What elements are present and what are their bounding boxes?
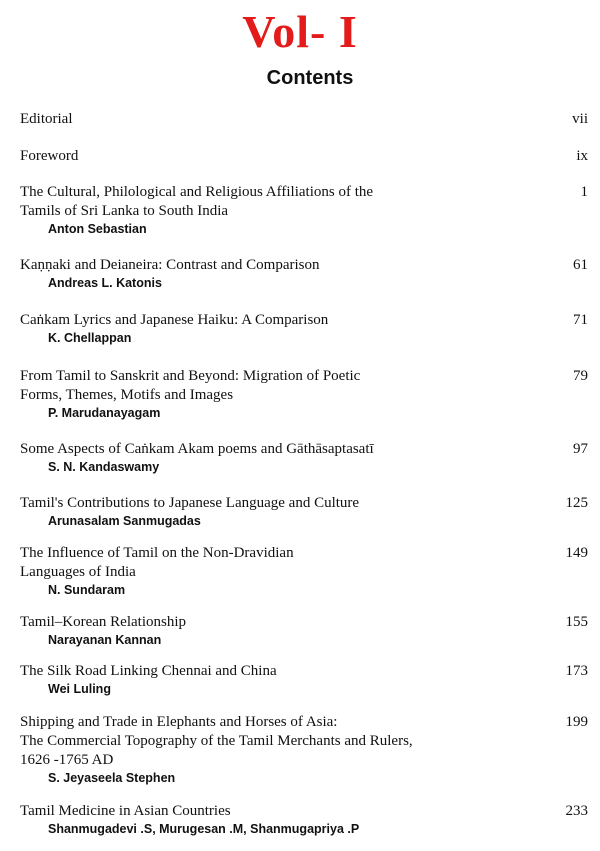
entry-author: Andreas L. Katonis — [48, 276, 162, 290]
entry-page-number: 97 — [573, 441, 588, 457]
entry-title: From Tamil to Sanskrit and Beyond: Migration of Poetic Forms, Themes, Motifs and Images — [20, 368, 361, 403]
entry-author: Wei Luling — [48, 682, 111, 696]
entry-title: Tamil's Contributions to Japanese Language and Culture — [20, 495, 360, 511]
entry-title: The Cultural, Philological and Religious Affiliations of the Tamils of Sri Lanka to South India — [20, 184, 374, 219]
toc-entry — [20, 367, 588, 421]
entry-author: Shanmugadevi .S, Murugesan .M, Shanmugapriya .P — [48, 822, 360, 836]
entry-page-number: 155 — [565, 614, 588, 630]
entry-title: The Silk Road Linking Chennai and China — [20, 663, 277, 679]
entry-page-number: 79 — [573, 368, 588, 384]
toc-entry — [20, 662, 588, 697]
entry-author: Arunasalam Sanmugadas — [48, 514, 201, 528]
toc-entry — [20, 110, 588, 129]
entry-author: N. Sundaram — [48, 583, 126, 597]
toc-entry — [20, 713, 588, 786]
entry-title: Tamil Medicine in Asian Countries — [20, 803, 231, 819]
entry-page-number: vii — [572, 111, 588, 127]
entry-author: S. Jeyaseela Stephen — [48, 771, 176, 785]
entry-title: The Influence of Tamil on the Non-Dravidian Languages of India — [20, 545, 294, 580]
entry-author: Narayanan Kannan — [48, 633, 162, 647]
entry-title: Caṅkam Lyrics and Japanese Haiku: A Comparison — [20, 312, 329, 328]
entry-title: Kaṇṇaki and Deianeira: Contrast and Comparison — [20, 257, 320, 273]
volume-title: Vol- I — [242, 6, 358, 57]
entry-page-number: 199 — [565, 714, 588, 730]
toc-entry — [20, 147, 588, 166]
entry-page-number: ix — [576, 148, 588, 164]
entry-page-number: 71 — [573, 312, 588, 328]
entry-title: Editorial — [20, 111, 73, 127]
toc-entry — [20, 311, 588, 346]
toc-entry — [20, 183, 588, 237]
entry-page-number: 61 — [573, 257, 588, 273]
toc-entry — [20, 802, 588, 837]
toc-entry — [20, 494, 588, 529]
entry-title: Some Aspects of Caṅkam Akam poems and Gāthāsaptasatī — [20, 441, 374, 457]
entry-title: Shipping and Trade in Elephants and Horses of Asia: The Commercial Topography of the Tamil Merchants and Rulers, 1626 -1765 AD — [20, 714, 413, 768]
entry-author: S. N. Kandaswamy — [48, 460, 160, 474]
toc-entry — [20, 440, 588, 475]
entry-page-number: 149 — [565, 545, 588, 561]
entry-page-number: 125 — [565, 495, 588, 511]
entry-page-number: 173 — [565, 663, 588, 679]
entry-title: Foreword — [20, 148, 79, 164]
entry-page-number: 1 — [580, 184, 588, 200]
entry-author: P. Marudanayagam — [48, 406, 161, 420]
entry-author: K. Chellappan — [48, 331, 132, 345]
entry-author: Anton Sebastian — [48, 222, 147, 236]
toc-entry — [20, 256, 588, 291]
contents-heading: Contents — [266, 67, 354, 89]
toc-entry — [20, 613, 588, 648]
toc-entry — [20, 544, 588, 598]
entry-page-number: 233 — [565, 803, 588, 819]
entry-title: Tamil–Korean Relationship — [20, 614, 186, 630]
